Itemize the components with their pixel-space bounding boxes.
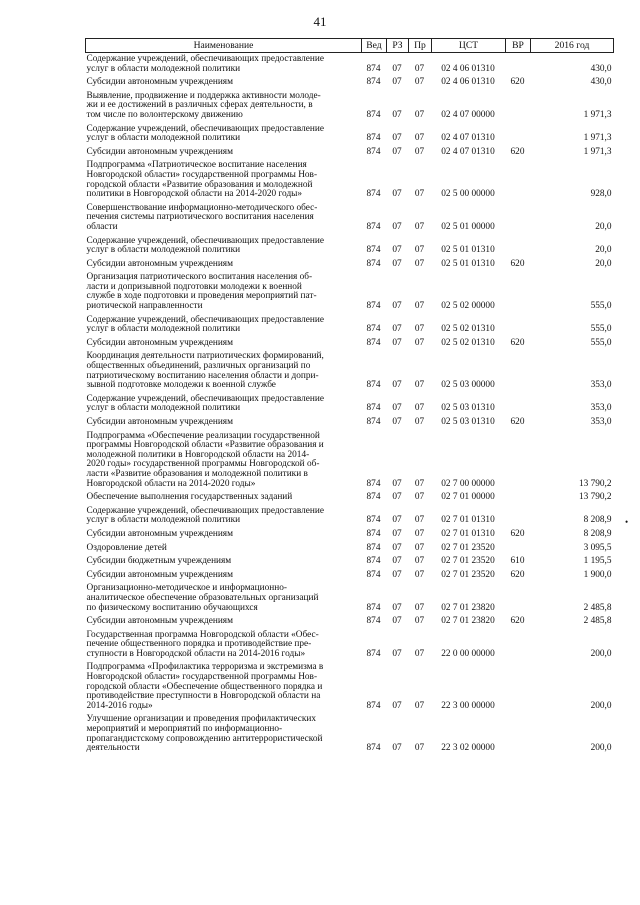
row-cst: 02 7 01 23520 xyxy=(441,569,495,580)
row-cst: 02 5 00 00000 xyxy=(441,189,495,200)
row-ved: 874 xyxy=(366,528,381,539)
budget-table xyxy=(85,38,614,756)
row-amount: 13 790,2 xyxy=(578,492,612,503)
row-rz: 07 xyxy=(392,492,402,503)
table-row xyxy=(86,713,614,755)
row-amount: 1 900,0 xyxy=(583,569,612,580)
row-cst: 02 4 07 01310 xyxy=(441,133,495,144)
row-ved: 874 xyxy=(366,602,381,613)
row-name: Организационно-методическое и информационно- аналитическое обеспечение образовательных организаций по физическому воспитанию обучающихся xyxy=(86,583,319,613)
row-rz: 07 xyxy=(392,146,402,157)
row-pr: 07 xyxy=(414,602,425,613)
row-amount: 8 208,9 xyxy=(583,515,612,526)
row-rz: 07 xyxy=(392,569,402,580)
row-vr: 620 xyxy=(510,417,525,427)
row-amount: 555,0 xyxy=(590,337,612,348)
row-pr: 07 xyxy=(414,515,425,526)
table-row xyxy=(86,337,614,351)
row-vr xyxy=(506,123,531,146)
row-rz: 07 xyxy=(392,221,402,232)
row-cst: 02 5 03 00000 xyxy=(441,380,495,391)
table-row xyxy=(86,615,614,629)
row-ved: 874 xyxy=(366,700,381,711)
row-cst: 02 4 06 01310 xyxy=(441,77,495,88)
row-vr: 610 xyxy=(510,556,525,567)
row-ved: 874 xyxy=(366,189,381,200)
header-name: Наименование xyxy=(86,39,362,53)
table-row xyxy=(86,542,614,556)
row-pr: 07 xyxy=(414,189,425,200)
row-pr: 07 xyxy=(414,245,425,256)
row-amount: 1 971,3 xyxy=(583,146,612,157)
row-amount: 3 095,5 xyxy=(583,542,612,553)
row-vr xyxy=(506,202,531,235)
row-ved: 874 xyxy=(366,77,381,88)
row-vr xyxy=(506,661,531,713)
row-amount: 2 485,8 xyxy=(583,616,612,627)
row-vr xyxy=(506,159,531,201)
row-ved: 874 xyxy=(366,245,381,256)
table-row xyxy=(86,53,614,77)
row-rz: 07 xyxy=(392,602,402,613)
row-ved: 874 xyxy=(366,478,381,489)
row-pr: 07 xyxy=(414,648,425,659)
row-rz: 07 xyxy=(392,556,402,567)
row-rz: 07 xyxy=(392,301,402,312)
row-rz: 07 xyxy=(392,380,402,391)
row-rz: 07 xyxy=(392,700,402,711)
row-amount: 13 790,2 xyxy=(578,478,612,489)
row-vr xyxy=(506,491,531,505)
header-cst: ЦСТ xyxy=(432,39,506,53)
row-amount: 928,0 xyxy=(590,189,612,200)
row-cst: 02 7 01 00000 xyxy=(441,492,495,503)
row-cst: 02 5 03 01310 xyxy=(441,403,495,414)
row-vr xyxy=(506,53,531,77)
row-vr xyxy=(506,90,531,123)
row-name: Субсидии автономным учреждениям xyxy=(86,146,233,157)
row-cst: 02 4 06 01310 xyxy=(441,63,495,74)
row-cst: 02 5 01 01310 xyxy=(441,245,495,256)
header-ved: Вед xyxy=(362,39,387,53)
margin-dot: • xyxy=(625,517,629,527)
row-amount: 20,0 xyxy=(595,245,612,256)
row-rz: 07 xyxy=(392,189,402,200)
row-rz: 07 xyxy=(392,417,402,427)
row-ved: 874 xyxy=(366,743,381,754)
table-row xyxy=(86,314,614,337)
row-amount: 20,0 xyxy=(595,221,612,232)
row-name: Содержание учреждений, обеспечивающих предоставление услуг в области молодежной политики xyxy=(86,235,324,256)
row-vr: 620 xyxy=(510,528,525,539)
row-cst: 02 4 07 01310 xyxy=(441,146,495,157)
row-pr: 07 xyxy=(414,146,425,157)
row-ved: 874 xyxy=(366,515,381,526)
row-name: Государственная программа Новгородской области «Обес- печение общественного порядка и противодействие пре- ступности в Новгородской области на 2014-2016 годы» xyxy=(86,629,319,659)
row-cst: 02 5 03 01310 xyxy=(441,417,495,427)
row-cst: 02 5 01 00000 xyxy=(441,221,495,232)
row-amount: 353,0 xyxy=(590,417,612,427)
row-cst: 02 7 01 23820 xyxy=(441,602,495,613)
row-pr: 07 xyxy=(414,221,425,232)
row-ved: 874 xyxy=(366,133,381,144)
row-ved: 874 xyxy=(366,556,381,567)
row-amount: 8 208,9 xyxy=(583,528,612,539)
row-cst: 22 3 02 00000 xyxy=(441,743,495,754)
table-row xyxy=(86,416,614,430)
table-header-row xyxy=(86,39,614,53)
row-cst: 02 7 01 23820 xyxy=(441,616,495,627)
row-pr: 07 xyxy=(414,133,425,144)
row-name: Содержание учреждений, обеспечивающих предоставление услуг в области молодежной политики xyxy=(86,54,324,74)
row-name: Субсидии автономным учреждениям xyxy=(86,258,233,269)
row-amount: 1 971,3 xyxy=(583,109,612,120)
row-cst: 02 5 02 01310 xyxy=(441,324,495,335)
table-row xyxy=(86,491,614,505)
table-row xyxy=(86,528,614,542)
header-year: 2016 год xyxy=(531,39,614,53)
row-rz: 07 xyxy=(392,616,402,627)
row-vr: 620 xyxy=(510,616,525,627)
row-rz: 07 xyxy=(392,258,402,269)
row-cst: 02 5 02 01310 xyxy=(441,337,495,348)
row-pr: 07 xyxy=(414,616,425,627)
row-ved: 874 xyxy=(366,109,381,120)
row-cst: 02 7 01 01310 xyxy=(441,528,495,539)
row-amount: 1 195,5 xyxy=(583,556,612,567)
row-cst: 02 4 07 00000 xyxy=(441,109,495,120)
table-row xyxy=(86,235,614,258)
row-rz: 07 xyxy=(392,63,402,74)
row-rz: 07 xyxy=(392,245,402,256)
table-row xyxy=(86,258,614,272)
table-row xyxy=(86,393,614,416)
row-vr xyxy=(506,430,531,492)
row-rz: 07 xyxy=(392,109,402,120)
row-rz: 07 xyxy=(392,324,402,335)
row-pr: 07 xyxy=(414,380,425,391)
row-vr: 620 xyxy=(510,77,525,88)
row-vr xyxy=(506,505,531,528)
row-rz: 07 xyxy=(392,542,402,553)
row-ved: 874 xyxy=(366,492,381,503)
table-row xyxy=(86,123,614,146)
row-amount: 20,0 xyxy=(595,258,612,269)
row-vr: 620 xyxy=(510,258,525,269)
row-ved: 874 xyxy=(366,403,381,414)
row-pr: 07 xyxy=(414,569,425,580)
row-name: Содержание учреждений, обеспечивающих предоставление услуг в области молодежной политики xyxy=(86,505,324,526)
row-ved: 874 xyxy=(366,324,381,335)
table-row xyxy=(86,661,614,713)
table-row xyxy=(86,350,614,392)
row-ved: 874 xyxy=(366,301,381,312)
row-rz: 07 xyxy=(392,478,402,489)
row-cst: 02 7 00 00000 xyxy=(441,478,495,489)
row-name: Содержание учреждений, обеспечивающих предоставление услуг в области молодежной политики xyxy=(86,314,324,335)
header-vr: ВР xyxy=(506,39,531,53)
table-row xyxy=(86,202,614,235)
table-row xyxy=(86,582,614,615)
row-ved: 874 xyxy=(366,380,381,391)
row-cst: 02 5 01 01310 xyxy=(441,258,495,269)
row-ved: 874 xyxy=(366,542,381,553)
row-name: Субсидии автономным учреждениям xyxy=(86,77,233,88)
row-rz: 07 xyxy=(392,648,402,659)
row-name: Субсидии автономным учреждениям xyxy=(86,616,233,627)
row-name: Содержание учреждений, обеспечивающих предоставление услуг в области молодежной политики xyxy=(86,123,324,144)
row-name: Подпрограмма «Патриотическое воспитание населения Новгородской области» государственной программы Нов- городской области «Развитие образования и молодежной политики в Новгородской области на 2014-2020 годы» xyxy=(86,160,318,200)
row-vr: 620 xyxy=(510,337,525,348)
row-pr: 07 xyxy=(414,478,425,489)
row-pr: 07 xyxy=(414,528,425,539)
header-rz: РЗ xyxy=(387,39,409,53)
row-rz: 07 xyxy=(392,743,402,754)
row-ved: 874 xyxy=(366,337,381,348)
row-amount: 555,0 xyxy=(590,301,612,312)
row-pr: 07 xyxy=(414,700,425,711)
table-row xyxy=(86,505,614,528)
table-row xyxy=(86,629,614,662)
row-amount: 353,0 xyxy=(590,403,612,414)
page-number: 41 xyxy=(313,14,327,29)
row-name: Координация деятельности патриотических формирований, общественных объединений, различных организаций по патриотическому воспитанию населения области и допри- зывной подготовке молодежи к военной службе xyxy=(86,351,324,391)
row-name: Субсидии автономным учреждениям xyxy=(86,528,233,539)
table-row xyxy=(86,76,614,90)
row-pr: 07 xyxy=(414,492,425,503)
row-rz: 07 xyxy=(392,133,402,144)
row-name: Субсидии автономным учреждениям xyxy=(86,569,233,580)
row-ved: 874 xyxy=(366,648,381,659)
row-name: Содержание учреждений, обеспечивающих предоставление услуг в области молодежной политики xyxy=(86,393,324,414)
row-pr: 07 xyxy=(414,743,425,754)
row-amount: 200,0 xyxy=(590,648,612,659)
row-name: Подпрограмма «Обеспечение реализации государственной программы Новгородской области «Развитие образования и молодежной политики в Новгородской области на 2014- 2020 годы» государственной программы Новгородской об- ласти «Развитие образования и молодежной политики в Новгородской области на 2014-2020 годы» xyxy=(86,430,324,489)
row-ved: 874 xyxy=(366,569,381,580)
row-pr: 07 xyxy=(414,109,425,120)
row-vr xyxy=(506,314,531,337)
row-rz: 07 xyxy=(392,77,402,88)
row-pr: 07 xyxy=(414,542,425,553)
row-ved: 874 xyxy=(366,616,381,627)
row-pr: 07 xyxy=(414,301,425,312)
row-vr xyxy=(506,350,531,392)
row-amount: 2 485,8 xyxy=(583,602,612,613)
row-pr: 07 xyxy=(414,417,425,427)
row-name: Субсидии бюджетным учреждениям xyxy=(86,556,232,567)
row-vr xyxy=(506,582,531,615)
row-name: Выявление, продвижение и поддержка активности молоде- жи и ее достижений в различных сферах деятельности, в том числе по волонтерскому движению xyxy=(86,90,321,120)
row-name: Субсидии автономным учреждениям xyxy=(86,337,233,348)
row-vr xyxy=(506,235,531,258)
row-name: Субсидии автономным учреждениям xyxy=(86,417,233,427)
row-amount: 200,0 xyxy=(590,743,612,754)
row-amount: 1 971,3 xyxy=(583,133,612,144)
table-row xyxy=(86,90,614,123)
row-rz: 07 xyxy=(392,337,402,348)
table-row xyxy=(86,159,614,201)
row-pr: 07 xyxy=(414,337,425,348)
row-amount: 353,0 xyxy=(590,380,612,391)
row-ved: 874 xyxy=(366,221,381,232)
table-row xyxy=(86,569,614,583)
row-vr: 620 xyxy=(510,146,525,157)
row-vr xyxy=(506,393,531,416)
row-ved: 874 xyxy=(366,146,381,157)
row-amount: 200,0 xyxy=(590,700,612,711)
row-ved: 874 xyxy=(366,63,381,74)
row-ved: 874 xyxy=(366,258,381,269)
row-rz: 07 xyxy=(392,515,402,526)
row-rz: 07 xyxy=(392,403,402,414)
row-cst: 02 7 01 01310 xyxy=(441,515,495,526)
row-rz: 07 xyxy=(392,528,402,539)
row-pr: 07 xyxy=(414,403,425,414)
row-name: Улучшение организации и проведения профилактических мероприятий и мероприятий по информационно- пропагандистскому сопровождению антитеррористической деятельности xyxy=(86,714,323,754)
row-name: Оздоровление детей xyxy=(86,542,167,553)
row-name: Обеспечение выполнения государственных заданий xyxy=(86,492,293,503)
table-row xyxy=(86,146,614,160)
row-name: Подпрограмма «Профилактика терроризма и экстремизма в Новгородской области» государственной программы Нов- городской области «Обеспечение общественного порядка и противодействие преступности в Новгородской области на 2014-2016 годы» xyxy=(86,662,324,711)
row-ved: 874 xyxy=(366,417,381,427)
row-pr: 07 xyxy=(414,77,425,88)
row-vr xyxy=(506,629,531,662)
table-row xyxy=(86,555,614,569)
row-name: Совершенствование информационно-методического обес- печения системы патриотического воспитания населения области xyxy=(86,202,318,232)
row-vr xyxy=(506,713,531,755)
row-name: Организация патриотического воспитания населения об- ласти и допризывной подготовки молодежи к военной службе в ходе подготовки и проведения мероприятий пат- риотической направленности xyxy=(86,272,317,312)
row-cst: 22 0 00 00000 xyxy=(441,648,495,659)
table-row xyxy=(86,430,614,492)
header-pr: Пр xyxy=(409,39,432,53)
row-pr: 07 xyxy=(414,63,425,74)
row-cst: 02 5 02 00000 xyxy=(441,301,495,312)
row-pr: 07 xyxy=(414,324,425,335)
row-cst: 02 7 01 23520 xyxy=(441,542,495,553)
row-cst: 02 7 01 23520 xyxy=(441,556,495,567)
table-body xyxy=(86,53,614,756)
row-cst: 22 3 00 00000 xyxy=(441,700,495,711)
table-row xyxy=(86,271,614,313)
row-vr: 620 xyxy=(510,569,525,580)
row-pr: 07 xyxy=(414,556,425,567)
row-amount: 430,0 xyxy=(590,77,612,88)
row-pr: 07 xyxy=(414,258,425,269)
row-amount: 430,0 xyxy=(590,63,612,74)
row-amount: 555,0 xyxy=(590,324,612,335)
row-vr xyxy=(506,271,531,313)
row-vr xyxy=(506,542,531,556)
